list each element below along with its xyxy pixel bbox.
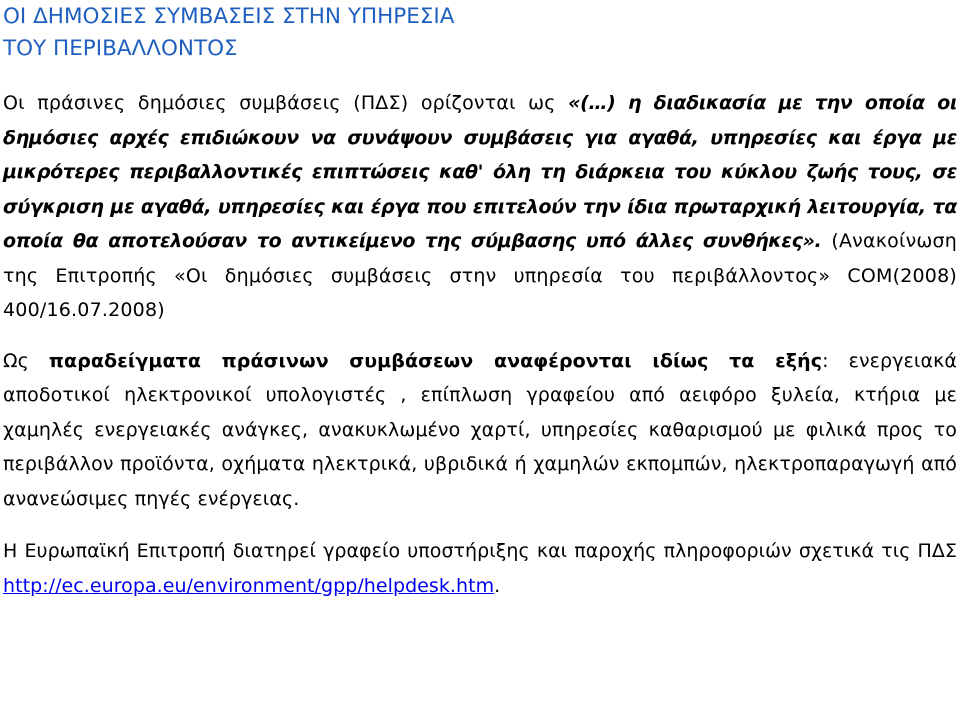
examples-list: : ενεργειακά αποδοτικοί ηλεκτρονικοί υπολογιστές , επίπλωση γραφείου από αειφόρο ξυλεία, κτήρια με χαμηλές ενεργειακές ανάγκες, ανακυκλωμένο χαρτί, υπηρεσίες καθαρισμού με φιλικά προς το περιβάλλον προϊόντα, οχήματα ηλεκτρικά, υβριδικά ή χαμηλών εκπομπών, ηλεκτροπαραγωγή από ανανεώσιμες πηγές ενέργειας. [3,349,958,510]
helpdesk-end: . [494,574,501,597]
definition-paragraph [3,86,957,328]
examples-heading: παραδείγματα πράσινων συμβάσεων αναφέρονται ιδίως τα εξής [48,349,823,372]
definition-source: (Ανακοίνωση της Επιτροπής «Οι δημόσιες συμβάσεις στην υπηρεσία του περιβάλλοντος» COM(2008) 400/16.07.2008) [3,230,957,321]
title-line-2: ΤΟΥ ΠΕΡΙΒΑΛΛΟΝΤΟΣ [3,36,238,61]
helpdesk-link[interactable]: http://ec.europa.eu/environment/gpp/helpdesk.htm [3,574,495,597]
helpdesk-paragraph [3,534,957,603]
slide-title [3,0,957,65]
helpdesk-text: Η Ευρωπαϊκή Επιτροπή διατηρεί γραφείο υποστήριξης και παροχής πληροφοριών σχετικά τις ΠΔΣ [3,540,957,562]
definition-intro: Οι πράσινες δημόσιες συμβάσεις (ΠΔΣ) ορίζονται ως [3,92,569,114]
examples-paragraph [3,344,957,517]
examples-intro: Ως [3,349,49,372]
definition-quote: «(…) η διαδικασία με την οποία οι δημόσιες αρχές επιδιώκουν να συνάψουν συμβάσεις για αγαθά, υπηρεσίες και έργα με μικρότερες περιβαλλοντικές επιπτώσεις καθ' όλη τη διάρκεια του κύκλου ζωής τους, σε σύγκριση με αγαθά, υπηρεσίες και έργα που επιτελούν την ίδια πρωταρχική λειτουργία, τα οποία θα αποτελούσαν το αντικείμενο της σύμβασης υπό άλλες συνθήκες». [3,92,957,252]
title-line-1: ΟΙ ΔΗΜΟΣΙΕΣ ΣΥΜΒΑΣΕΙΣ ΣΤΗΝ ΥΠΗΡΕΣΙΑ [3,4,455,29]
